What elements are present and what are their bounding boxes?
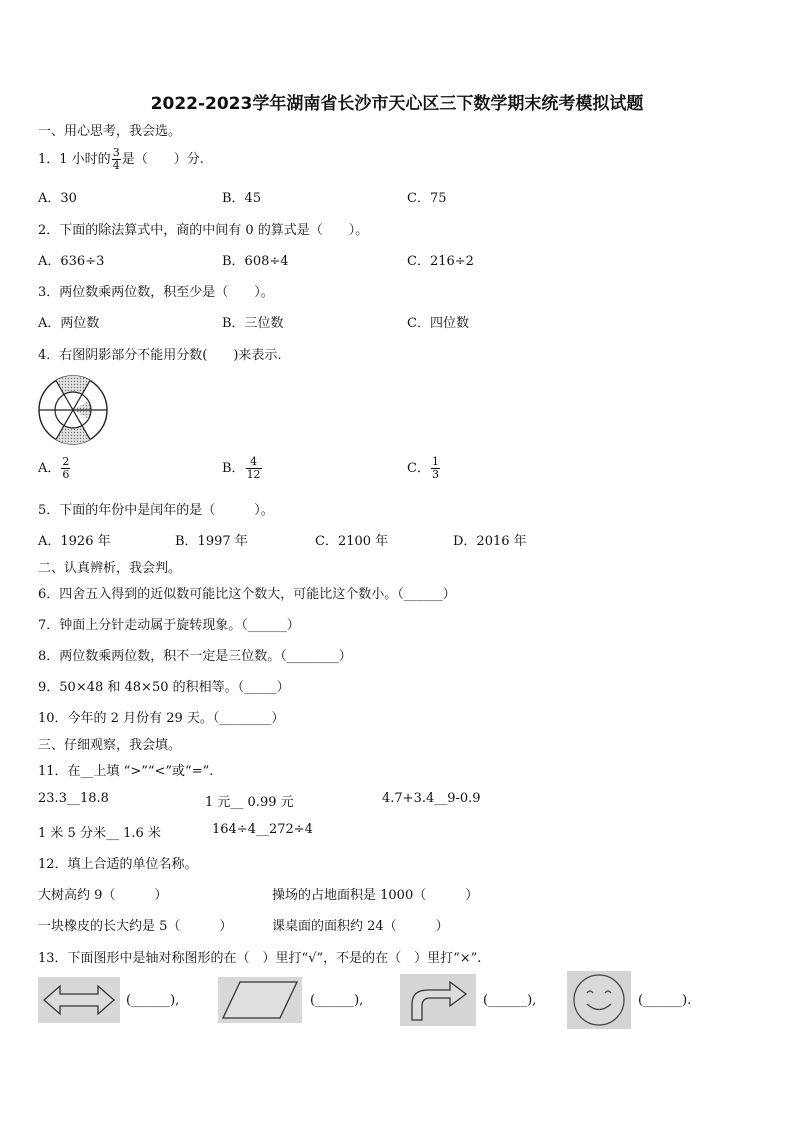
question-11: 11．在__上填 “>”“<”或“=”.: [38, 764, 214, 779]
q13-blank-1[interactable]: (______),: [126, 993, 180, 1008]
question-10: 10．今年的 2 月份有 29 天。（________）: [38, 711, 285, 726]
question-6: 6．四舍五入得到的近似数可能比这个数大，可能比这个数小。（______）: [38, 587, 456, 602]
section-3-heading: 三、仔细观察，我会填。: [38, 738, 182, 753]
q11-item-1: 23.3__18.8: [38, 791, 109, 806]
curved-arrow-figure: [400, 974, 476, 1026]
section-2-heading: 二、认真辨析，我会判。: [38, 561, 182, 576]
question-5: 5．下面的年份中是闰年的是（ ）。: [38, 503, 274, 518]
q13-blank-4[interactable]: (______).: [638, 993, 692, 1008]
q1-stem-b: 是（ ）分.: [121, 152, 204, 167]
q2-option-c: C．216÷2: [407, 254, 474, 269]
question-12: 12．填上合适的单位名称。: [38, 857, 198, 872]
q13-blank-3[interactable]: (______),: [483, 993, 537, 1008]
question-9: 9．50×48 和 48×50 的积相等。（_____）: [38, 680, 290, 695]
q3-option-c: C．四位数: [407, 316, 469, 331]
q1-option-b: B．45: [222, 191, 262, 206]
q5-option-d: D．2016 年: [453, 534, 527, 549]
double-arrow-figure: [38, 977, 120, 1023]
q3-option-b: B．三位数: [222, 316, 284, 331]
q12-item-3: 一块橡皮的长大约是 5（ ）: [38, 919, 233, 934]
q5-option-c: C．2100 年: [315, 534, 389, 549]
q1-option-a: A．30: [38, 191, 77, 206]
q11-item-2: 1 元__ 0.99 元: [205, 795, 294, 810]
question-13: 13．下面图形中是轴对称图形的在（ ）里打“√”，不是的在（ ）里打“×”.: [38, 951, 482, 966]
section-1-heading: 一、用心思考，我会选。: [38, 124, 182, 139]
q12-item-4: 课桌面的面积约 24（ ）: [272, 919, 449, 934]
q11-item-5: 164÷4__272÷4: [212, 822, 313, 837]
question-8: 8．两位数乘两位数，积不一定是三位数。（________）: [38, 649, 352, 664]
q4-option-a: A． $\frac{2}{6}$: [38, 455, 70, 481]
q1-fraction: $\frac{3}{4}$: [112, 146, 120, 172]
q13-blank-2[interactable]: (______),: [310, 993, 364, 1008]
page-title: 2022-2023学年湖南省长沙市天心区三下数学期末统考模拟试题: [150, 94, 644, 114]
q4-option-b: B． $\frac{4}{12}$: [222, 455, 261, 481]
parallelogram-figure: [218, 977, 302, 1023]
question-7: 7．钟面上分针走动属于旋转现象。（______）: [38, 618, 300, 633]
question-1: [38, 147, 204, 172]
q4-option-c: C． $\frac{1}{3}$: [407, 455, 439, 481]
q5-option-a: A．1926 年: [38, 534, 111, 549]
q11-item-4: 1 米 5 分米__ 1.6 米: [38, 826, 161, 841]
q5-option-b: B．1997 年: [175, 534, 248, 549]
q1-stem-a: 1．1 小时的: [38, 152, 111, 167]
q12-item-1: 大树高约 9（ ）: [38, 888, 168, 903]
q2-option-a: A．636÷3: [38, 254, 105, 269]
q3-option-a: A．两位数: [38, 316, 100, 331]
q12-item-2: 操场的占地面积是 1000（ ）: [272, 888, 479, 903]
circle-diagram: [37, 374, 109, 446]
question-2: 2．下面的除法算式中，商的中间有 0 的算式是（ ）。: [38, 223, 369, 238]
q1-option-c: C．75: [407, 191, 447, 206]
q2-option-b: B．608÷4: [222, 254, 289, 269]
question-4: 4．右图阴影部分不能用分数( )来表示.: [38, 348, 282, 363]
q11-item-3: 4.7+3.4__9-0.9: [382, 791, 481, 806]
smiley-face-figure: [567, 971, 631, 1029]
question-3: 3．两位数乘两位数，积至少是（ ）。: [38, 285, 274, 300]
